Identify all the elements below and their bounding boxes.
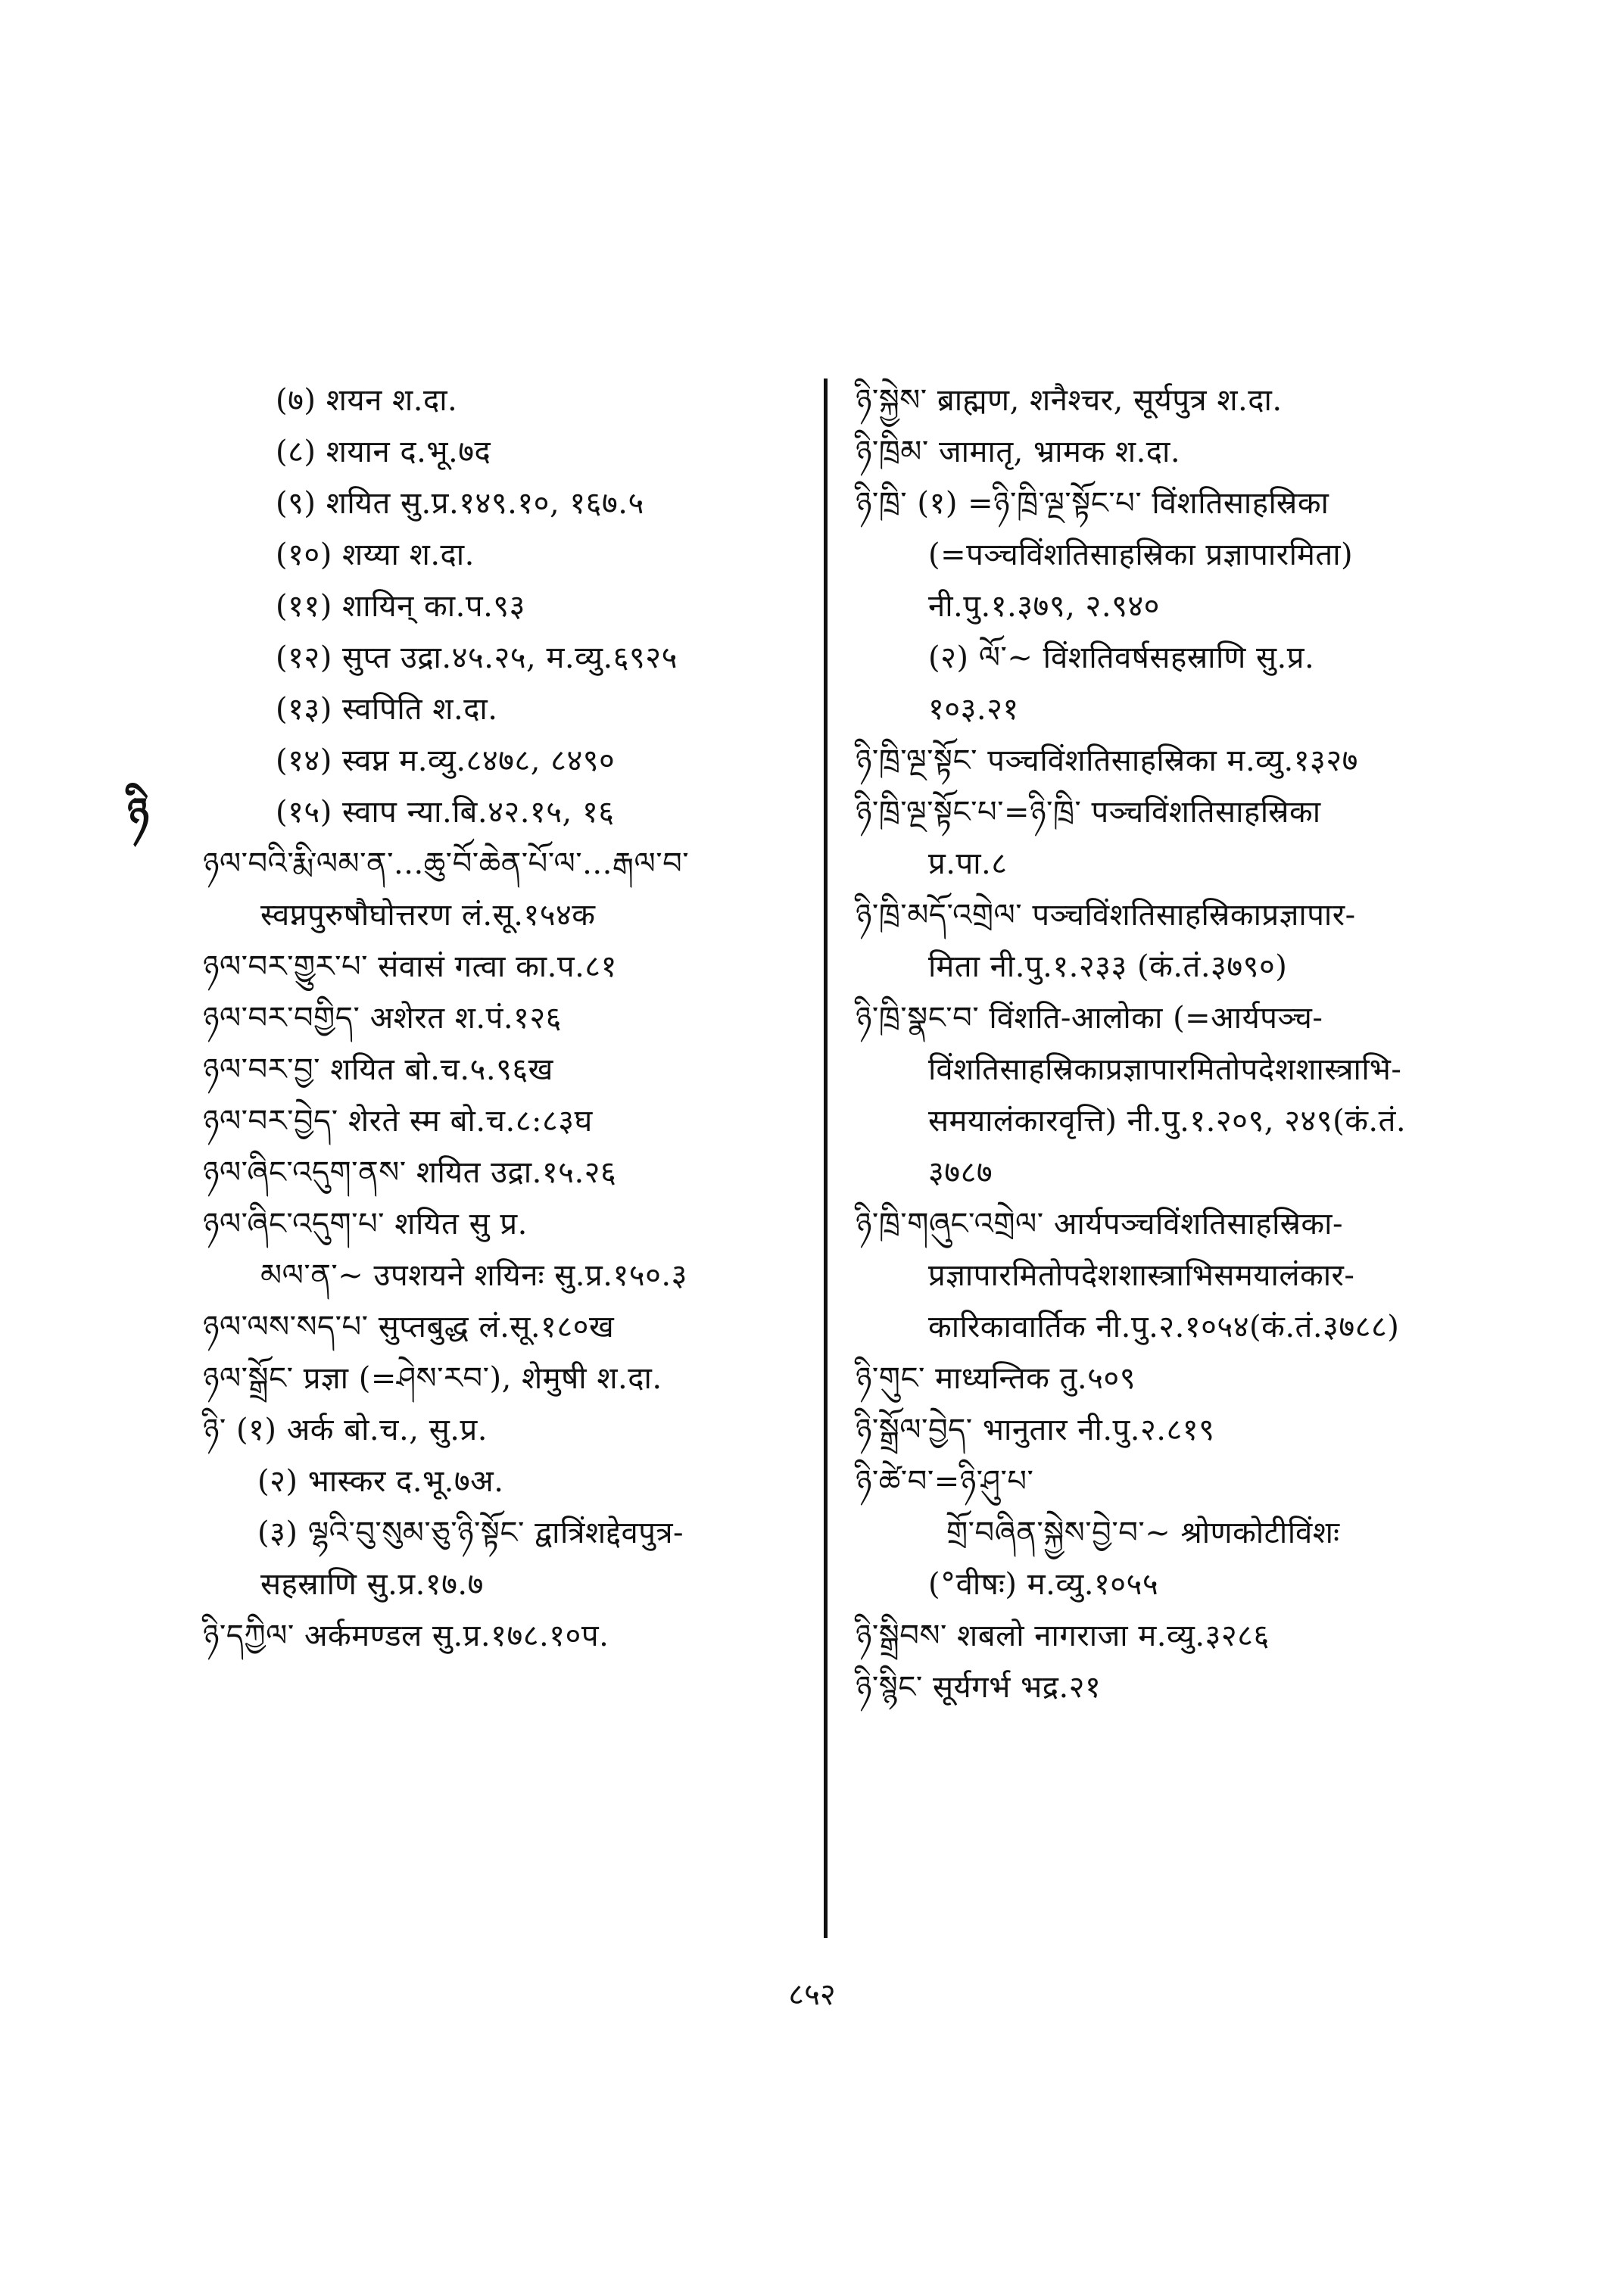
dictionary-line: (=पञ्चविंशतिसाहस्रिका प्रज्ञापारमिता) [928, 537, 1354, 572]
dictionary-line: (९) शयित सु.प्र.१४९.१०, १६७.५ [276, 486, 644, 521]
dictionary-line: विंशतिसाहस्रिकाप्रज्ञापारमितोपदेशशास्त्राभि- [928, 1052, 1402, 1087]
dictionary-line: ཉི་སྒྲིབས་ शबलो नागराजा म.व्यु.३२८६ [856, 1618, 1270, 1653]
page-number: ८५२ [788, 1977, 836, 2012]
right-column [856, 375, 1469, 1713]
dictionary-line: ཉི་ཁྲི་མདོ་འགྲེལ་ पञ्चविंशतिसाहस्रिकाप्रज्ञापार- [856, 898, 1356, 933]
dictionary-line: ཉལ་བའི་རྨི་ལམ་ན་...ཆུ་བོ་ཆེན་པོ་ལ་...རྒལ་བ་ [203, 846, 690, 881]
left-column [203, 375, 809, 1662]
dictionary-line: प्रज्ञापारमितोपदेशशास्त्राभिसमयालंकार- [928, 1258, 1355, 1293]
dictionary-line: མལ་ན་~ उपशयने शयिनः सु.प्र.१५०.३ [260, 1258, 687, 1293]
dictionary-line: कारिकावार्तिक नी.पु.२.१०५४(कं.तं.३७८८) [928, 1310, 1400, 1344]
dictionary-line: ཉལ་བར་བགྱིད་ अशेरत श.पं.१२६ [203, 1001, 562, 1036]
dictionary-line: ཉལ་བར་གྱུར་པ་ संवासं गत्वा का.प.८१ [203, 949, 617, 984]
dictionary-line: ཉི་ཁྲི་གཞུང་འགྲེལ་ आर्यपञ्चविंशतिसाहस्रिका- [856, 1207, 1344, 1242]
dictionary-line: ཉི་ཁྲི་ལྔ་སྟོང་ पञ्चविंशतिसाहस्रिका म.व्यु.१३२७ [856, 743, 1358, 778]
dictionary-line: ཉི་དཀྱིལ་ अर्कमण्डल सु.प्र.१७८.१०प. [203, 1618, 609, 1653]
column-divider [824, 379, 828, 1938]
dictionary-line: (७) शयन श.दा. [276, 383, 458, 418]
dictionary-line: ཉི་ཁྲི་སྣང་བ་ विंशति-आलोका (=आर्यपञ्च- [856, 1001, 1323, 1036]
dictionary-line: (१२) सुप्त उद्रा.४५.२५, म.व्यु.६९२५ [276, 640, 678, 675]
dictionary-line: ཉི་སྙིང་ सूर्यगर्भ भद्र.२१ [856, 1670, 1102, 1705]
dictionary-line: ཉི་ (१) अर्क बो.च., सु.प्र. [203, 1413, 488, 1447]
dictionary-line: (°वीषः) म.व्यु.१०५५ [928, 1567, 1159, 1602]
dictionary-line: (११) शायिन् का.प.९३ [276, 589, 525, 624]
dictionary-line: (२) भास्कर द.भू.७अ. [257, 1464, 504, 1499]
dictionary-line: (८) शयान द.भू.७द [276, 435, 491, 469]
dictionary-line: (१३) स्वपिति श.दा. [276, 692, 498, 727]
dictionary-line: प्र.पा.८ [928, 846, 1008, 881]
dictionary-line: ཉི་ཚེ་བ་=ཉི་ཤུ་པ་ [856, 1464, 1034, 1499]
dictionary-line: ཉི་གུང་ माध्यन्तिक तु.५०९ [856, 1361, 1136, 1396]
dictionary-line: १०३.२१ [928, 692, 1019, 727]
dictionary-line: नी.पु.१.३७९, २.९४० [928, 589, 1160, 624]
dictionary-line: ཉལ་སྒྲོང་ प्रज्ञा (=ཤེས་རབ་), शेमुषी श.दा. [203, 1361, 662, 1396]
dictionary-line: (३) ལྷའི་བུ་སུམ་ཅུ་ཉི་སྟོང་ द्वात्रिंशद्देवपुत्र- [257, 1516, 684, 1550]
margin-section-mark: ཉི [127, 788, 149, 837]
dictionary-line: ཉལ་ཞིང་འདུག་པ་ शयित सु प्र. [203, 1207, 528, 1242]
dictionary-line: ३७८७ [928, 1155, 993, 1190]
dictionary-line: (२) ལོ་~ विंशतिवर्षसहस्राणि सु.प्र. [928, 640, 1315, 675]
dictionary-line: (१५) स्वाप न्या.बि.४२.१५, १६ [276, 795, 615, 830]
dictionary-line: ཉལ་ཞིང་འདུག་ནས་ शयित उद्रा.१५.२६ [203, 1155, 617, 1190]
dictionary-line: ཉི་སྒྲོལ་བྱེད་ भानुतार नी.पु.२.८१९ [856, 1413, 1215, 1447]
dictionary-line: ཉི་ཁྲི་ལྔ་སྟོང་པ་=ཉི་ཁྲི་ पञ्चविंशतिसाहस्रिका [856, 795, 1321, 830]
dictionary-line: ཉི་ཁྲི་ (१) =ཉི་ཁྲི་ལྔ་སྟོང་པ་ विंशतिसाहस्रिका [856, 486, 1329, 521]
dictionary-line: मिता नी.पु.१.२३३ (कं.तं.३७९०) [928, 949, 1288, 984]
dictionary-line: གྲོ་བཞིན་སྐྱེས་བྱེ་བ་~ श्रोणकोटीविंशः [946, 1516, 1340, 1550]
dictionary-line: सहस्राणि सु.प्र.१७.७ [260, 1567, 484, 1602]
dictionary-line: ཉལ་ལས་སད་པ་ सुप्तबुद्ध लं.सू.१८०ख [203, 1310, 615, 1344]
dictionary-line: समयालंकारवृत्ति) नी.पु.१.२०९, २४९(कं.तं. [928, 1104, 1407, 1139]
dictionary-line: स्वप्नपुरुषौघोत्तरण लं.सू.१५४क [260, 898, 596, 933]
dictionary-line: ཉི་ཁྲིམ་ जामातृ, भ्रामक श.दा. [856, 435, 1181, 469]
dictionary-line: (१४) स्वप्न म.व्यु.८४७८, ८४९० [276, 743, 616, 778]
dictionary-line: ཉལ་བར་བྱེད་ शेरते स्म बो.च.८:८३घ [203, 1104, 593, 1139]
dictionary-line: ཉལ་བར་བྱ་ शयित बो.च.५.९६ख [203, 1052, 553, 1087]
dictionary-line: (१०) शय्या श.दा. [276, 537, 475, 572]
dictionary-line: ཉི་སྐྱེས་ ब्राह्मण, शनैश्चर, सूर्यपुत्र श.दा. [856, 383, 1283, 418]
